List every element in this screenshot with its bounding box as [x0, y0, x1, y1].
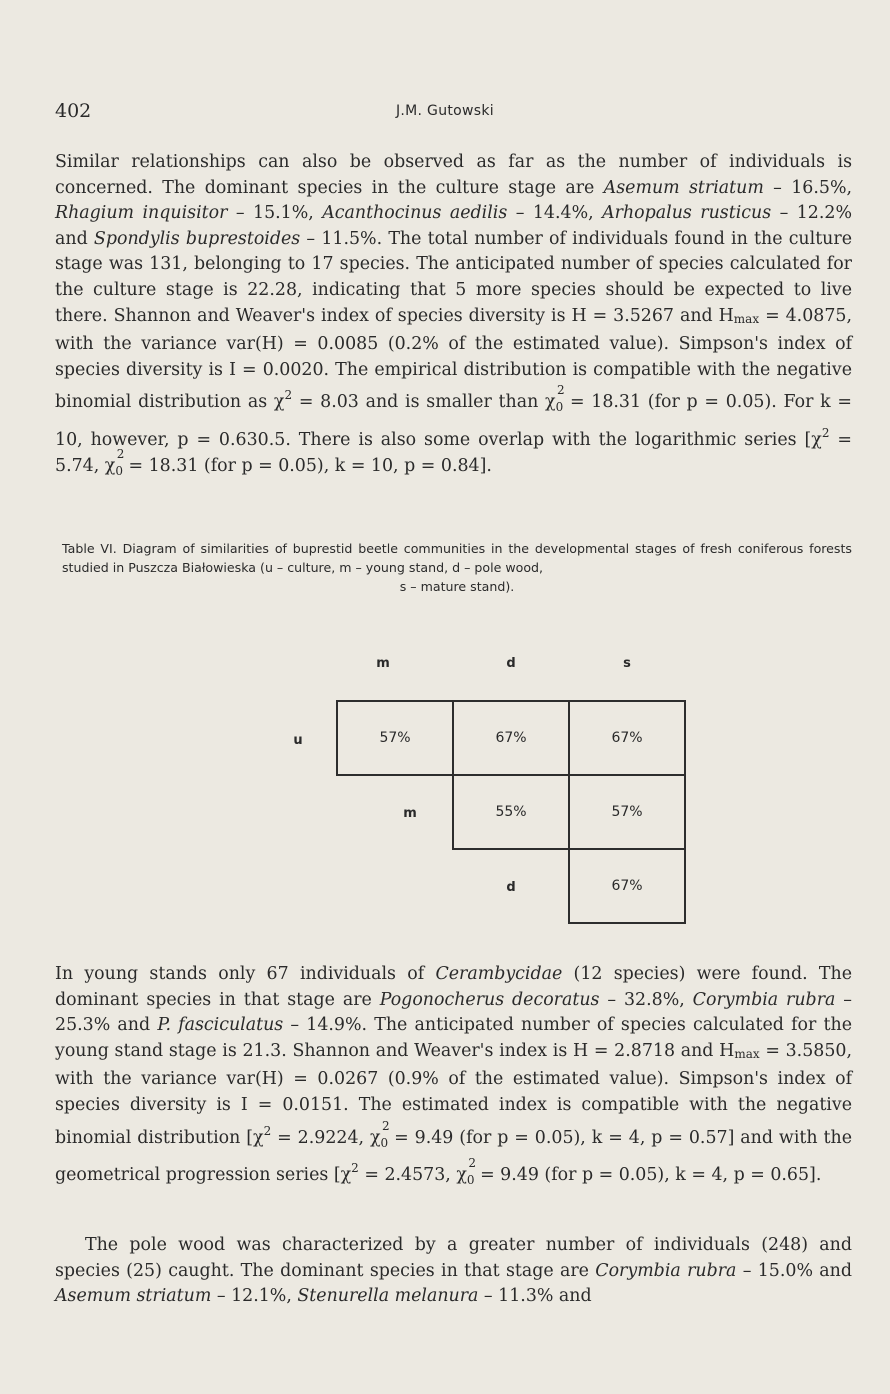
similarity-cell-d-s: 67%	[568, 848, 686, 924]
column-header-m: m	[376, 656, 390, 671]
similarity-cell-u-s: 67%	[568, 700, 686, 776]
chi-square-critical-symbol: χ 2 $_0$	[456, 1156, 476, 1188]
paragraph-young-stand: In young stands only 67 individuals of Cerambycidae (12 species) were found. The dominant species in that stage are Pogonocherus decoratus – 32.8%, Corymbia rubra – 25.3% and P. fasciculatus – 14.9%. The anticipated number of species calculated for the young stand stage is 21.3. Shannon and Weaver's index is H = 2.8718 and Hmax = 3.5850, with the variance var(H) = 0.0267 (0.9% of the estimated value). Simpson's index of species diversity is I = 0.0151. The estimated index is compatible with the negative binomial distribution [$\chi^2 = 2.9224$, χ 2 $_0$ = 9.49 (for p = 0.05), k = 4, p = 0.57] and with the geometrical progression series [$\chi^2 = 2.4573$, χ 2 $_0$ = 9.49 (for p = 0.05), k = 4, p = 0.65].	[55, 962, 852, 1194]
species-name: P. fasciculatus	[157, 1015, 284, 1036]
column-header-s: s	[623, 656, 631, 671]
species-name: Spondylis buprestoides	[93, 228, 301, 249]
page-number: 402	[55, 100, 92, 122]
paragraph-pole-wood: The pole wood was characterized by a greater number of individuals (248) and species (25) caught. The dominant species in that stage are Corymbia rubra – 15.0% and Asemum striatum – 12.1%, Stenurella melanura – 11.3% and	[55, 1235, 853, 1307]
species-name: Cerambycidae	[435, 964, 563, 984]
species-name: Arhopalus rusticus	[602, 203, 772, 224]
column-header-d: d	[506, 656, 516, 671]
running-head-author: J.M. Gutowski	[396, 103, 494, 119]
similarity-cell-u-m: 57%	[336, 700, 454, 776]
chi-square-symbol: $\chi^2$	[253, 1123, 272, 1148]
species-name: Acanthocinus aedilis	[322, 203, 508, 224]
similarity-cell-m-s: 57%	[568, 774, 686, 850]
row-header-d: d	[506, 880, 516, 895]
species-name: Corymbia rubra	[595, 1260, 737, 1281]
chi-square-critical-symbol: χ 2 $_0$	[370, 1118, 390, 1150]
page-header	[55, 100, 835, 126]
species-name: Pogonocherus decoratus	[379, 989, 600, 1010]
similarity-cell-m-d: 55%	[452, 774, 570, 850]
row-header-m: m	[403, 806, 417, 821]
chi-square-critical-symbol: χ 2 $_0$	[545, 383, 565, 415]
species-name: Corymbia rubra	[692, 989, 836, 1010]
paragraph-culture-stage: Similar relationships can also be observed as far as the number of individuals is concerned. The dominant species in the culture stage are Asemum striatum – 16.5%, Rhagium inquisitor – 15.1%, Acanthocinus aedilis – 14.4%, Arhopalus rusticus – 12.2% and Spondylis buprestoides – 11.5%. The total number of individuals found in the culture stage was 131, belonging to 17 species. The anticipated number of species calculated for the culture stage is 22.28, indicating that 5 more species should be expected to live there. Shannon and Weaver's index of species diversity is H = 3.5267 and Hmax = 4.0875, with the variance var(H) = 0.0085 (0.2% of the estimated value). Simpson's index of species diversity is I = 0.0020. The empirical distribution is compatible with the negative binomial distribution as $\chi^2 = 8.03$ and is smaller than χ 2 $_0$ = 18.31 (for p = 0.05). For k = 10, however, p = 0.630.5. There is also some overlap with the logarithmic series [$\chi^2 = 5.74$, χ 2 $_0$ = 18.31 (for p = 0.05), k = 10, p = 0.84].	[55, 150, 852, 484]
species-name: Stenurella melanura	[297, 1286, 479, 1307]
species-name: Asemum striatum	[603, 177, 764, 198]
species-name: Rhagium inquisitor	[55, 203, 228, 224]
row-header-u: u	[293, 733, 303, 748]
table-caption: Table VI. Diagram of similarities of buprestid beetle communities in the developmental stages of fresh coniferous forests studied in Puszcza Białowieska (u – culture, m – young stand, d – pole wood, s – mature stand).	[62, 541, 852, 594]
chi-square-symbol: $\chi^2$	[340, 1161, 359, 1186]
chi-square-symbol: $\chi^2$	[273, 388, 293, 413]
chi-square-critical-symbol: χ 2 $_0$	[104, 446, 125, 478]
similarity-cell-u-d: 67%	[452, 700, 570, 776]
chi-square-symbol: $\chi^2$	[811, 425, 830, 450]
species-name: Asemum striatum	[55, 1286, 212, 1307]
